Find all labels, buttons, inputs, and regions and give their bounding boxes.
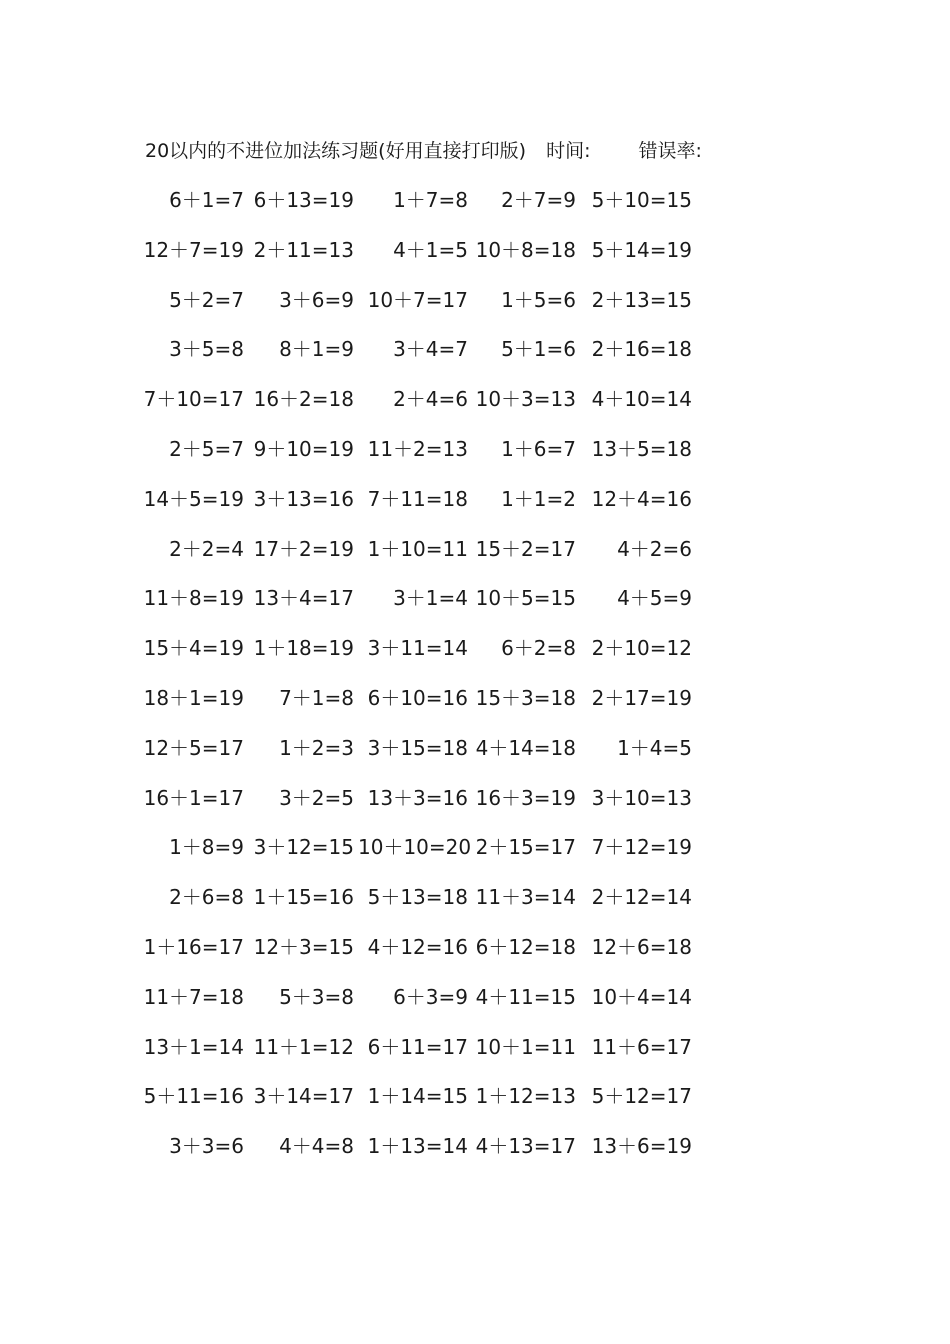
problem-item: 4＋1=5	[393, 237, 468, 262]
problem-row	[140, 833, 720, 883]
problem-item: 1＋14=15	[367, 1084, 468, 1109]
problem-item: 1＋12=13	[475, 1084, 576, 1109]
problem-item: 2＋7=9	[501, 188, 576, 212]
problem-item: 3＋14=17	[253, 1084, 354, 1109]
problem-item: 2＋2=4	[169, 536, 244, 561]
problem-item: 9＋10=19	[253, 436, 354, 461]
problem-row	[140, 335, 720, 385]
problem-row	[140, 584, 720, 634]
problem-item: 10＋4=14	[591, 984, 692, 1009]
problem-item: 11＋2=13	[367, 436, 468, 461]
problem-item: 13＋4=17	[253, 586, 354, 611]
problem-item: 12＋6=18	[591, 934, 692, 959]
problem-item: 6＋3=9	[393, 984, 468, 1009]
problem-item: 15＋2=17	[475, 536, 576, 561]
problem-row	[140, 385, 720, 435]
problem-item: 3＋6=9	[279, 287, 354, 312]
problem-row	[140, 1082, 720, 1132]
problem-item: 1＋18=19	[253, 636, 354, 661]
problem-item: 10＋5=15	[475, 586, 576, 611]
problem-item: 5＋13=18	[367, 885, 468, 910]
problem-row	[140, 236, 720, 286]
problem-item: 1＋2=3	[279, 735, 354, 760]
problem-item: 4＋2=6	[617, 536, 692, 561]
problem-row	[140, 1033, 720, 1083]
problem-item: 11＋1=12	[253, 1034, 354, 1059]
problem-grid	[140, 186, 720, 1182]
problem-item: 1＋1=2	[501, 486, 576, 511]
problem-row	[140, 933, 720, 983]
problem-item: 2＋11=13	[253, 237, 354, 262]
problem-row	[140, 784, 720, 834]
problem-item: 1＋6=7	[501, 436, 576, 461]
problem-item: 12＋5=17	[143, 735, 244, 760]
problem-item: 3＋4=7	[393, 337, 468, 362]
problem-item: 3＋13=16	[253, 486, 354, 511]
problem-item: 4＋13=17	[475, 1134, 576, 1159]
problem-item: 10＋8=18	[475, 237, 576, 262]
problem-item: 2＋5=7	[169, 436, 244, 461]
problem-item: 1＋16=17	[143, 934, 244, 959]
problem-item: 15＋4=19	[143, 636, 244, 661]
problem-item: 2＋12=14	[591, 885, 692, 910]
problem-item: 11＋7=18	[143, 984, 244, 1009]
problem-row	[140, 485, 720, 535]
problem-item: 2＋4=6	[393, 387, 468, 412]
problem-row	[140, 1132, 720, 1182]
problem-item: 11＋3=14	[475, 885, 576, 910]
problem-item: 2＋6=8	[169, 885, 244, 910]
problem-item: 2＋17=19	[591, 685, 692, 710]
problem-item: 1＋8=9	[169, 835, 244, 860]
problem-item: 5＋12=17	[591, 1084, 692, 1109]
worksheet-title: 20以内的不进位加法练习题(好用直接打印版)	[145, 140, 527, 162]
problem-item: 4＋5=9	[617, 586, 692, 611]
problem-item: 6＋13=19	[253, 188, 354, 212]
problem-item: 11＋6=17	[591, 1034, 692, 1059]
problem-item: 13＋3=16	[367, 785, 468, 810]
problem-item: 8＋1=9	[279, 337, 354, 362]
problem-item: 5＋11=16	[143, 1084, 244, 1109]
problem-item: 16＋2=18	[253, 387, 354, 412]
problem-item: 13＋1=14	[143, 1034, 244, 1059]
problem-item: 2＋15=17	[475, 835, 576, 860]
problem-item: 3＋1=4	[393, 586, 468, 611]
worksheet-header	[145, 138, 702, 164]
problem-item: 1＋15=16	[253, 885, 354, 910]
problem-item: 6＋11=17	[367, 1034, 468, 1059]
problem-item: 4＋14=18	[475, 735, 576, 760]
problem-item: 3＋15=18	[367, 735, 468, 760]
problem-item: 13＋5=18	[591, 436, 692, 461]
problem-item: 7＋11=18	[367, 486, 468, 511]
problem-item: 7＋1=8	[279, 685, 354, 710]
problem-item: 11＋8=19	[143, 586, 244, 611]
problem-item: 6＋1=7	[169, 188, 244, 212]
problem-item: 10＋3=13	[475, 387, 576, 412]
problem-item: 3＋10=13	[591, 785, 692, 810]
problem-item: 7＋10=17	[143, 387, 244, 412]
problem-item: 12＋7=19	[143, 237, 244, 262]
problem-item: 2＋16=18	[591, 337, 692, 362]
problem-item: 3＋11=14	[367, 636, 468, 661]
problem-item: 1＋4=5	[617, 735, 692, 760]
time-label: 时间:	[546, 140, 591, 162]
problem-item: 13＋6=19	[591, 1134, 692, 1159]
problem-row	[140, 734, 720, 784]
problem-item: 3＋5=8	[169, 337, 244, 362]
problem-item: 2＋10=12	[591, 636, 692, 661]
problem-row	[140, 435, 720, 485]
error-rate-label: 错误率:	[638, 140, 702, 162]
problem-item: 4＋12=16	[367, 934, 468, 959]
problem-item: 2＋13=15	[591, 287, 692, 312]
problem-item: 3＋2=5	[279, 785, 354, 810]
problem-item: 1＋13=14	[367, 1134, 468, 1159]
problem-item: 6＋12=18	[475, 934, 576, 959]
problem-row	[140, 684, 720, 734]
problem-item: 6＋10=16	[367, 685, 468, 710]
problem-item: 14＋5=19	[143, 486, 244, 511]
problem-item: 4＋11=15	[475, 984, 576, 1009]
problem-row	[140, 634, 720, 684]
problem-item: 12＋3=15	[253, 934, 354, 959]
problem-item: 7＋12=19	[591, 835, 692, 860]
problem-item: 16＋1=17	[143, 785, 244, 810]
problem-item: 1＋5=6	[501, 287, 576, 312]
problem-item: 4＋10=14	[591, 387, 692, 412]
problem-item: 5＋10=15	[591, 188, 692, 212]
problem-item: 1＋7=8	[393, 188, 468, 212]
problem-item: 10＋7=17	[367, 287, 468, 312]
problem-item: 3＋12=15	[253, 835, 354, 860]
problem-row	[140, 535, 720, 585]
problem-item: 1＋10=11	[367, 536, 468, 561]
problem-row	[140, 983, 720, 1033]
problem-item: 4＋4=8	[279, 1134, 354, 1159]
problem-row	[140, 286, 720, 336]
problem-item: 10＋1=11	[475, 1034, 576, 1059]
problem-item: 17＋2=19	[253, 536, 354, 561]
problem-item: 3＋3=6	[169, 1134, 244, 1159]
problem-row	[140, 883, 720, 933]
problem-item: 5＋3=8	[279, 984, 354, 1009]
problem-item: 6＋2=8	[501, 636, 576, 661]
problem-item: 16＋3=19	[475, 785, 576, 810]
problem-item: 10＋10=20	[358, 835, 472, 860]
problem-item: 15＋3=18	[475, 685, 576, 710]
problem-item: 5＋1=6	[501, 337, 576, 362]
problem-item: 5＋14=19	[591, 237, 692, 262]
problem-item: 5＋2=7	[169, 287, 244, 312]
problem-item: 12＋4=16	[591, 486, 692, 511]
problem-item: 18＋1=19	[143, 685, 244, 710]
problem-row	[140, 186, 720, 236]
